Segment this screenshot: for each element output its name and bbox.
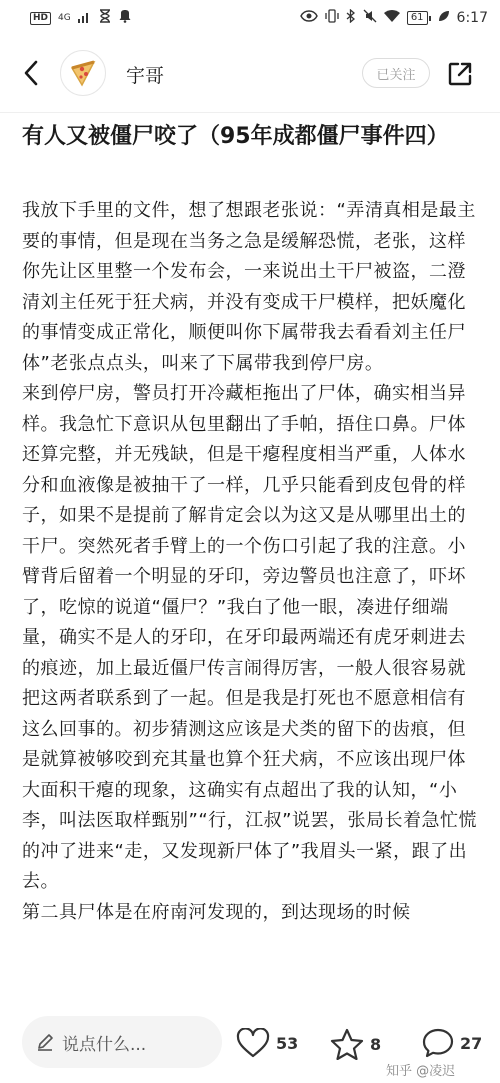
wifi-icon xyxy=(384,10,400,26)
eye-icon xyxy=(300,10,318,26)
bluetooth-icon xyxy=(346,9,356,27)
bottom-action-bar xyxy=(0,1006,500,1083)
status-left xyxy=(30,9,132,27)
status-right xyxy=(300,9,488,27)
signal-icon xyxy=(78,11,92,26)
author-name[interactable]: 宇哥 xyxy=(126,65,165,87)
article-paragraph: 第二具尸体是在府南河发现的，到达现场的时候 xyxy=(22,901,411,923)
author-avatar[interactable] xyxy=(60,50,106,96)
watermark: 知乎 @凌迟 xyxy=(386,1064,456,1079)
battery-level: 61 xyxy=(407,11,428,25)
comment-bubble-icon xyxy=(422,1028,454,1058)
chevron-left-icon xyxy=(23,60,39,86)
pencil-icon xyxy=(36,1033,54,1051)
back-button[interactable] xyxy=(18,58,44,88)
article-paragraph: 我放下手里的文件，想了想跟老张说：“弄清真相是最主要的事情，但是现在当务之急是缓解恐慌，老张，这样你先让区里整一个发布会，一来说出土干尸被盗，二澄清刘主任死于狂犬病，并没有变成干尸模样，把妖魔化的事情变成正常化，顺便叫你下属带我去看看刘主任尸体”老张点点头，叫来了下属带我到停尸房。 xyxy=(22,200,476,374)
battery-indicator xyxy=(407,11,431,25)
comment-placeholder: 说点什么... xyxy=(62,1034,147,1055)
favorite-button[interactable] xyxy=(330,1028,381,1060)
like-button[interactable] xyxy=(236,1028,298,1058)
article-body xyxy=(22,196,482,1008)
share-icon xyxy=(447,61,473,87)
heart-icon xyxy=(236,1028,270,1058)
share-button[interactable] xyxy=(444,58,476,90)
star-icon xyxy=(330,1028,364,1060)
pizza-icon xyxy=(68,58,98,88)
comment-input[interactable] xyxy=(22,1016,222,1068)
network-type: 4G xyxy=(58,12,71,23)
battery-tip xyxy=(429,16,431,21)
vibrate-icon xyxy=(325,9,339,27)
like-count: 53 xyxy=(276,1033,299,1053)
follow-button[interactable]: 已关注 xyxy=(362,58,430,88)
article-title: 有人又被僵尸咬了（95年成都僵尸事件四） xyxy=(22,124,449,149)
header-divider xyxy=(0,112,500,113)
clock: 6:17 xyxy=(456,10,488,26)
comment-count: 27 xyxy=(460,1033,483,1053)
article-header xyxy=(0,44,500,104)
comments-button[interactable] xyxy=(422,1028,482,1058)
mute-icon xyxy=(363,9,377,27)
leaf-icon xyxy=(438,10,450,26)
hourglass-icon xyxy=(99,9,111,27)
hd-badge: HD xyxy=(30,12,51,25)
notification-bag-icon xyxy=(118,9,132,27)
favorite-count: 8 xyxy=(370,1034,382,1054)
article-paragraph: 来到停尸房，警员打开冷藏柜拖出了尸体，确实相当异样。我急忙下意识从包里翻出了手帕，捂住口鼻。尸体还算完整，并无残缺，但是干瘪程度相当严重，人体水分和血液像是被抽干了一样，几乎只能看到皮包骨的样子，如果不是提前了解肯定会以为这又是从哪里出土的干尸。突然死者手臂上的一个伤口引起了我的注意。小臂背后留着一个明显的牙印，旁边警员也注意了，吓坏了，吃惊的说道“僵尸？”我白了他一眼，凑进仔细端量，确实不是人的牙印，在牙印最两端还有虎牙刺进去的痕迹，加上最近僵尸传言闹得厉害，一般人很容易就把这两者联系到了一起。但是我是打死也不愿意相信有这么回事的。初步猜测这应该是犬类的留下的齿痕，但是就算被够咬到充其量也算个狂犬病，不应该出现尸体大面积干瘪的现象，这确实有点超出了我的认知，“小李，叫法医取样甄别”“行，江叔”说罢，张局长着急忙慌的冲了进来“走，又发现新尸体了”我眉头一紧，跟了出去。 xyxy=(22,383,477,892)
status-bar xyxy=(0,0,500,36)
